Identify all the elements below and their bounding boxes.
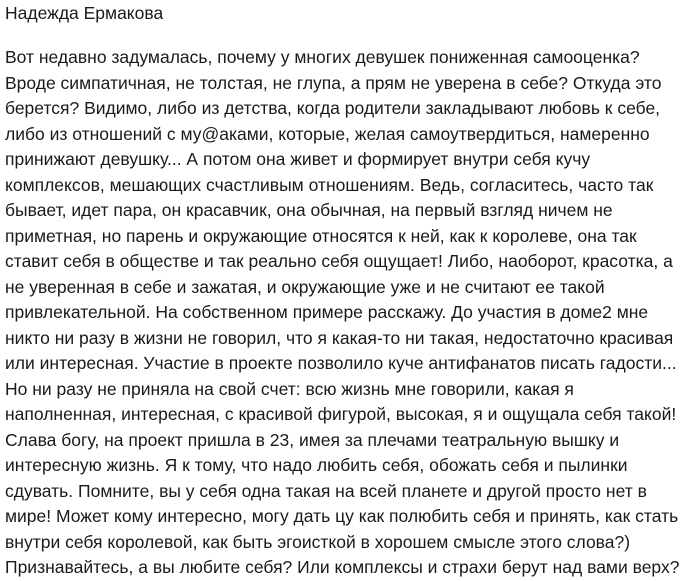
post-line: сдувать. Помните, вы у себя одна такая на всей планете и другой просто нет в [5, 480, 647, 501]
post-line: либо из отношений с му@аками, которые, желая самоутвердиться, намеренно [5, 123, 650, 144]
post-body [5, 45, 699, 581]
post-line: берется? Видимо, либо из детства, когда родители закладывают любовь к себе, [5, 98, 661, 118]
post-line: интересную жизнь. Я к тому, что надо любить себя, обожать себя и пылинки [5, 455, 628, 475]
post-line: принижают девушку... А потом она живет и формирует внутри себя кучу [5, 149, 591, 169]
post-line: или интересная. Участие в проекте позволило куче антифанатов писать гадости... [5, 353, 677, 373]
post-line: наполненная, интересная, с красивой фигурой, высокая, я и ощущала себя такой! [5, 404, 677, 424]
author-name: Надежда Ермакова [5, 3, 164, 23]
post-line: никто ни разу в жизни не говорил, что я какая-то ни такая, недостаточно красивая [5, 327, 674, 348]
post-line: внутри себя королевой, как быть эгоисткой в хорошем смысле этого слова?) [5, 531, 631, 552]
post-line: Слава богу, на проект пришла в 23, имея за плечами театральную вышку и [5, 429, 620, 450]
post-line: ставит себя в обществе и так реально себя ощущает! Либо, наоборот, красотка, а [5, 251, 673, 271]
post-line: привлекательной. На собственном примере расскажу. До участия в доме2 мне [5, 302, 649, 322]
post-line: Но ни разу не приняла на свой счет: всю жизнь мне говорили, какая я [5, 378, 574, 399]
post-line: Вот недавно задумалась, почему у многих девушек пониженная самооценка? [5, 47, 640, 67]
post-line: не уверенная в себе и зажатая, и окружающие уже и не считают ее такой [5, 276, 605, 297]
post-line: приметная, но парень и окружающие относятся к ней, как к королеве, она так [5, 225, 637, 246]
post-line: мире! Может кому интересно, могу дать цу как полюбить себя и принять, как стать [5, 506, 679, 526]
post-line: комплексов, мешающих счастливым отношениям. Ведь, согласитесь, часто так [5, 174, 654, 195]
post-line: Вроде симпатичная, не толстая, не глупа, а прям не уверена в себе? Откуда это [5, 72, 662, 93]
post-line: бывает, идет пара, он красавчик, она обычная, на первый взгляд ничем не [5, 200, 613, 220]
post-line: Признавайтесь, а вы любите себя? Или комплексы и страхи берут над вами верх? [5, 557, 680, 577]
